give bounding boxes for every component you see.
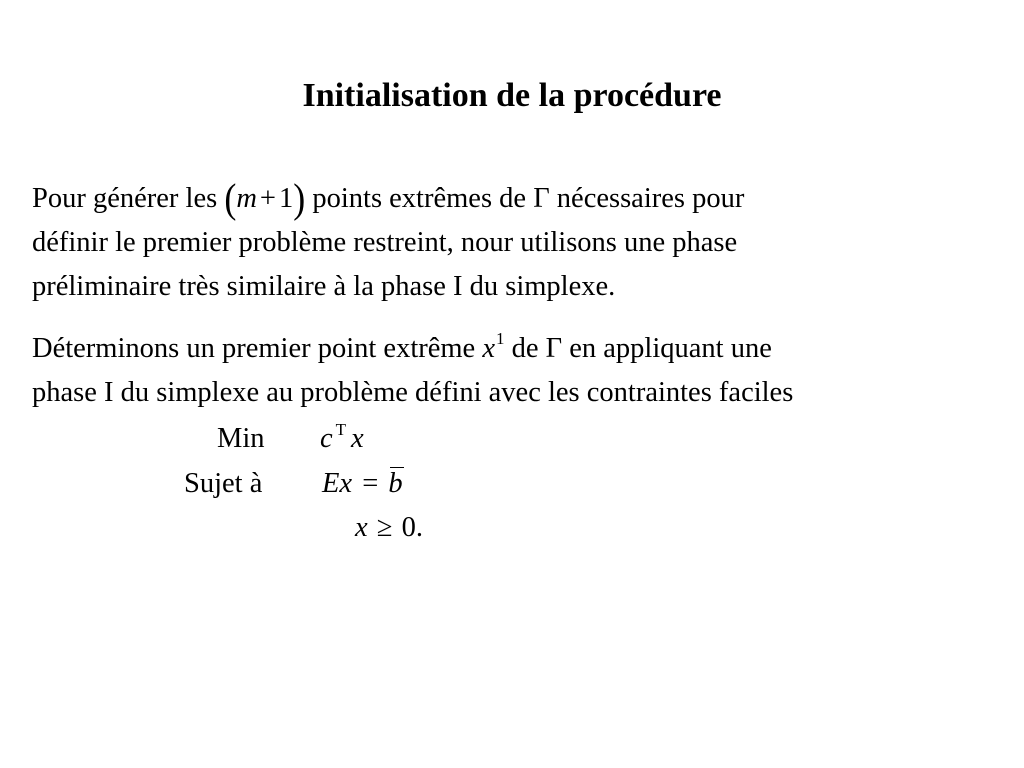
math-b-bar: b bbox=[388, 466, 402, 502]
subject-to-label: Sujet à bbox=[184, 468, 263, 499]
paragraph2-pre-text: Déterminons un premier point extrême bbox=[32, 333, 476, 364]
superscript-one: 1 bbox=[495, 329, 505, 348]
paragraph1-post-text: points extrêmes de bbox=[312, 183, 527, 214]
transpose-superscript: T bbox=[335, 420, 347, 439]
math-x: x bbox=[351, 423, 364, 454]
gamma-symbol: Γ bbox=[533, 183, 550, 214]
paren-open: ( bbox=[224, 175, 237, 221]
math-ex: Ex bbox=[322, 468, 353, 499]
math-c: c bbox=[320, 423, 333, 454]
paren-close: ) bbox=[293, 175, 306, 221]
paragraph1-post2-text: nécessaires pour bbox=[556, 183, 745, 214]
paragraph1-line1 bbox=[32, 176, 992, 221]
math-plus: + bbox=[259, 183, 276, 214]
math-m: m bbox=[236, 183, 257, 214]
constraint-expression bbox=[322, 466, 403, 502]
paragraph1-line3: préliminaire très similaire à la phase I du simplexe. bbox=[32, 271, 616, 302]
slide-title: Initialisation de la procédure bbox=[302, 77, 722, 114]
paragraph-generate-points bbox=[32, 176, 992, 309]
paragraph2-line1 bbox=[32, 328, 992, 372]
paragraph1-pre-text: Pour générer les bbox=[32, 183, 218, 214]
paragraph2-post-text: en appliquant une bbox=[569, 333, 772, 364]
paragraph2-line2: phase I du simplexe au problème défini avec les contraintes faciles bbox=[32, 377, 794, 408]
min-label: Min bbox=[217, 423, 265, 454]
zero-value: 0. bbox=[401, 512, 423, 543]
paragraph2-mid-text: de bbox=[511, 333, 539, 364]
math-x: x bbox=[355, 512, 368, 543]
math-x: x bbox=[482, 333, 495, 364]
objective-expression bbox=[320, 421, 364, 460]
gamma-symbol: Γ bbox=[545, 333, 563, 364]
equals-sign: = bbox=[362, 468, 379, 499]
geq-sign: ≥ bbox=[376, 512, 393, 543]
paragraph-determine-point bbox=[32, 328, 992, 413]
math-one: 1 bbox=[278, 183, 294, 214]
paragraph1-line2: définir le premier problème restreint, nour utilisons une phase bbox=[32, 227, 738, 258]
nonnegativity-expression bbox=[355, 510, 423, 546]
